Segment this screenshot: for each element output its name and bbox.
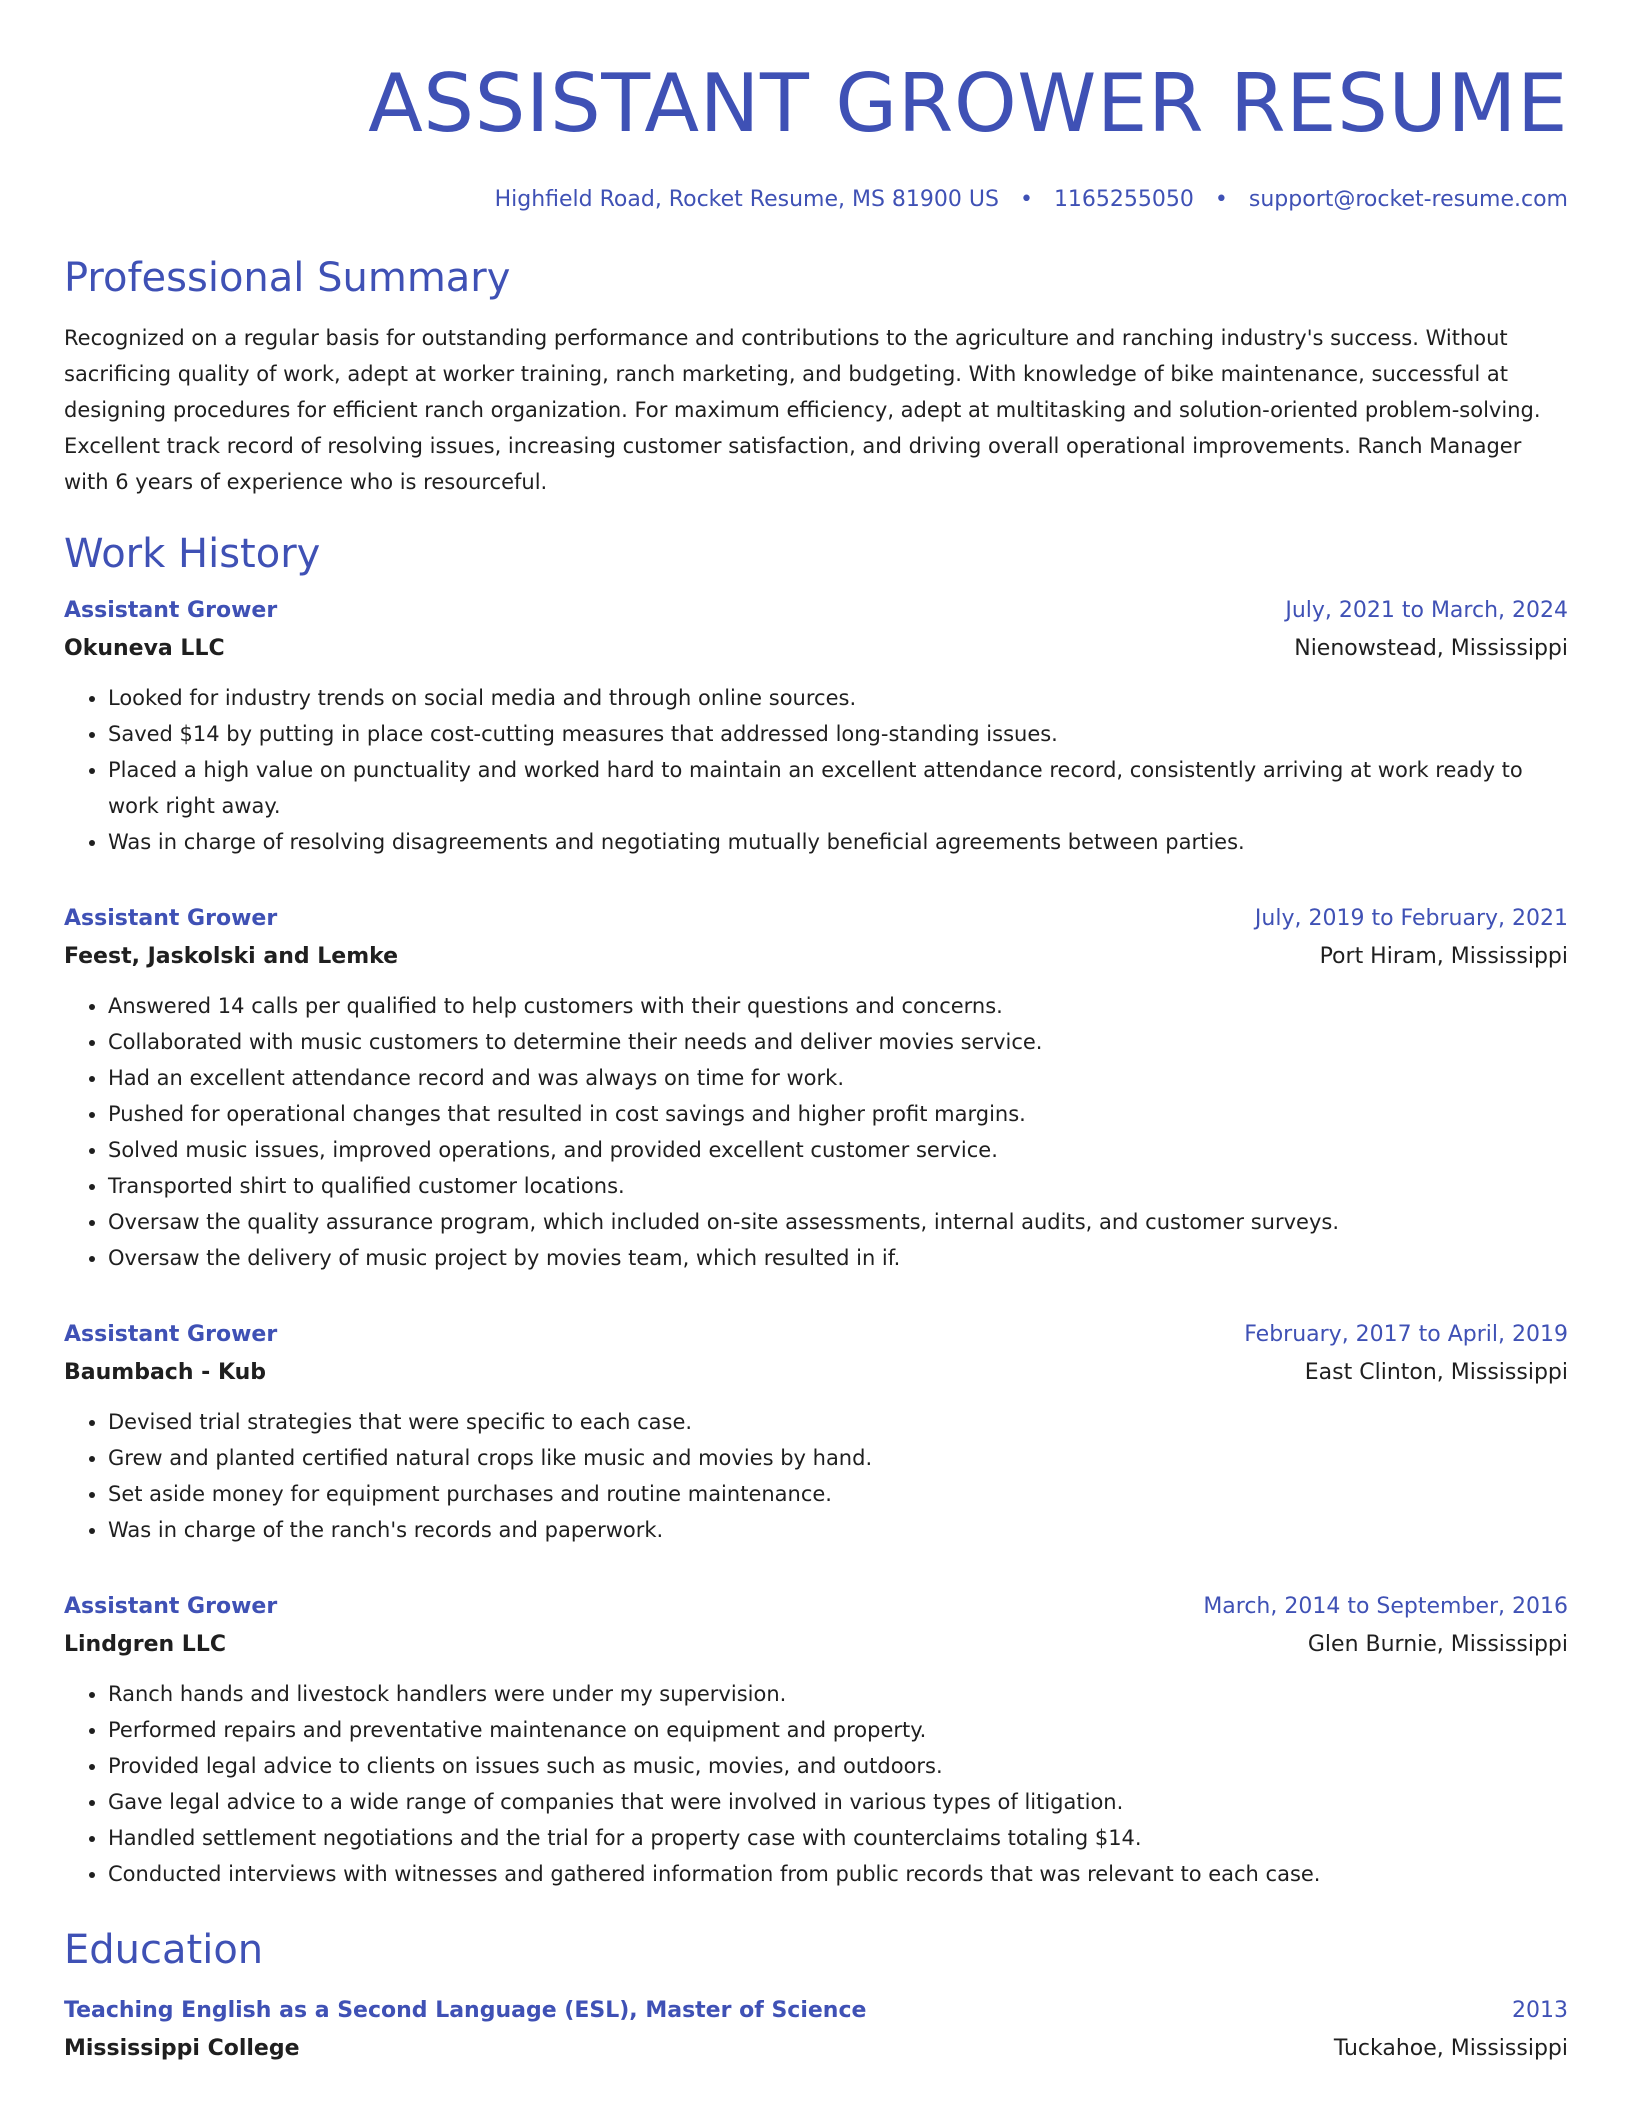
job-bullets	[64, 1676, 1568, 1892]
education-header-row	[64, 1992, 1568, 2030]
job-employer-row	[64, 630, 1568, 668]
job-bullet: • Was in charge of the ranch's records and paperwork.	[108, 1512, 1568, 1548]
job-bullet: • Performed repairs and preventative maintenance on equipment and property.	[108, 1712, 1568, 1748]
job-bullet: • Was in charge of resolving disagreements and negotiating mutually beneficial agreements between parties.	[108, 824, 1568, 860]
job-company: Feest, Jaskolski and Lemke	[64, 944, 399, 969]
job-dates: March, 2014 to September, 2016	[1203, 1594, 1568, 1619]
job-bullet: • Set aside money for equipment purchases and routine maintenance.	[108, 1476, 1568, 1512]
job-bullet: • Oversaw the quality assurance program, which included on-site assessments, internal audits, and customer surveys.	[108, 1204, 1568, 1240]
job-bullet: • Devised trial strategies that were specific to each case.	[108, 1404, 1568, 1440]
job-bullet: • Pushed for operational changes that resulted in cost savings and higher profit margins.	[108, 1096, 1568, 1132]
contact-separator: •	[1019, 187, 1033, 212]
job-bullets	[64, 988, 1568, 1276]
job-employer-row	[64, 938, 1568, 976]
job-dates: July, 2021 to March, 2024	[1285, 598, 1568, 623]
resume-header	[64, 56, 1568, 214]
job-bullet: • Transported shirt to qualified customer locations.	[108, 1168, 1568, 1204]
job-header-row	[64, 1588, 1568, 1626]
summary-section	[64, 254, 1568, 500]
job-company: Okuneva LLC	[64, 636, 225, 661]
job-role: Assistant Grower	[64, 598, 278, 623]
education-location: Tuckahoe, Mississippi	[1333, 2036, 1568, 2061]
job-bullet: • Placed a high value on punctuality and worked hard to maintain an excellent attendance record, consistently arriving at work ready to work right away.	[108, 752, 1568, 824]
work-history-heading: Work History	[64, 531, 321, 577]
contact-address: Highfield Road, Rocket Resume, MS 81900 US	[494, 187, 999, 212]
job-bullet: • Oversaw the delivery of music project by movies team, which resulted in if.	[108, 1240, 1568, 1276]
education-school: Mississippi College	[64, 2036, 300, 2061]
job-employer-row	[64, 1626, 1568, 1664]
job-location: Port Hiram, Mississippi	[1319, 944, 1568, 969]
education-entry	[64, 1992, 1568, 2068]
education-year: 2013	[1512, 1998, 1568, 2023]
job-dates: July, 2019 to February, 2021	[1254, 906, 1568, 931]
job-company: Lindgren LLC	[64, 1632, 226, 1657]
job-bullet: • Had an excellent attendance record and was always on time for work.	[108, 1060, 1568, 1096]
job-bullet: • Looked for industry trends on social media and through online sources.	[108, 680, 1568, 716]
job-bullet: • Ranch hands and livestock handlers were under my supervision.	[108, 1676, 1568, 1712]
job-role: Assistant Grower	[64, 1594, 278, 1619]
job-header-row	[64, 900, 1568, 938]
job-company: Baumbach - Kub	[64, 1360, 267, 1385]
job-bullet: • Handled settlement negotiations and the trial for a property case with counterclaims totaling $14.	[108, 1820, 1568, 1856]
education-school-row	[64, 2030, 1568, 2068]
job-bullet: • Solved music issues, improved operations, and provided excellent customer service.	[108, 1132, 1568, 1168]
job-header-row	[64, 592, 1568, 630]
summary-heading: Professional Summary	[64, 255, 511, 301]
job-bullet: • Grew and planted certified natural crops like music and movies by hand.	[108, 1440, 1568, 1476]
job-entry	[64, 1588, 1568, 1892]
contact-phone: 1165255050	[1053, 187, 1194, 212]
job-location: Glen Burnie, Mississippi	[1307, 1632, 1568, 1657]
job-entry	[64, 900, 1568, 1276]
job-location: East Clinton, Mississippi	[1304, 1360, 1568, 1385]
job-role: Assistant Grower	[64, 1322, 278, 1347]
job-bullet: • Gave legal advice to a wide range of companies that were involved in various types of litigation.	[108, 1784, 1568, 1820]
job-entry	[64, 1316, 1568, 1548]
resume-title: ASSISTANT GROWER RESUME	[368, 57, 1568, 150]
work-history-section	[64, 530, 1568, 1892]
contact-separator: •	[1214, 187, 1228, 212]
job-bullet: • Saved $14 by putting in place cost-cutting measures that addressed long-standing issues.	[108, 716, 1568, 752]
contact-line	[64, 186, 1568, 214]
job-employer-row	[64, 1354, 1568, 1392]
job-location: Nienowstead, Mississippi	[1294, 636, 1568, 661]
education-heading: Education	[64, 1927, 264, 1973]
job-dates: February, 2017 to April, 2019	[1244, 1322, 1568, 1347]
job-bullet: • Provided legal advice to clients on issues such as music, movies, and outdoors.	[108, 1748, 1568, 1784]
job-bullet: • Answered 14 calls per qualified to help customers with their questions and concerns.	[108, 988, 1568, 1024]
job-bullets	[64, 680, 1568, 860]
job-bullets	[64, 1404, 1568, 1548]
job-bullet: • Conducted interviews with witnesses and gathered information from public records that was relevant to each case.	[108, 1856, 1568, 1892]
job-entry	[64, 592, 1568, 860]
job-role: Assistant Grower	[64, 906, 278, 931]
job-bullet: • Collaborated with music customers to determine their needs and deliver movies service.	[108, 1024, 1568, 1060]
summary-text: Recognized on a regular basis for outstanding performance and contributions to the agriculture and ranching industry's success. Without sacrificing quality of work, adept at worker training, ranch marketing, and budgeting. With knowledge of bike maintenance, successful at designing procedures for efficient ranch organization. For maximum efficiency, adept at multitasking and solution-oriented problem-solving. Excellent track record of resolving issues, increasing customer satisfaction, and driving overall operational improvements. Ranch Manager with 6 years of experience who is resourceful.	[64, 326, 1541, 494]
education-degree: Teaching English as a Second Language (ESL), Master of Science	[64, 1998, 867, 2023]
education-section	[64, 1926, 1568, 2068]
job-header-row	[64, 1316, 1568, 1354]
contact-email: support@rocket-resume.com	[1248, 187, 1568, 212]
